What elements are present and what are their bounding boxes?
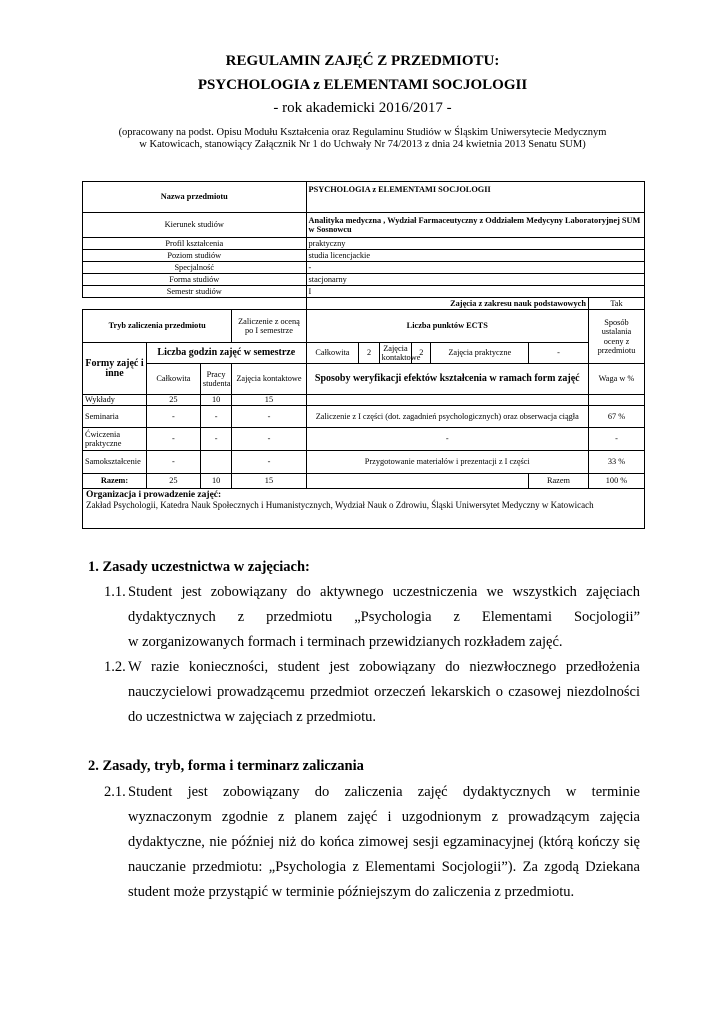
paragraph-1-1 <box>104 580 640 655</box>
section-2-heading: 2. Zasady, tryb, forma i terminarz zaliczania <box>88 758 364 774</box>
organization-label: Organizacja i prowadzenie zajęć: <box>86 490 222 500</box>
paragraph-text: student może przystąpić w terminie późniejszym do zaliczenia z przedmiotu. <box>128 884 575 900</box>
specialty-label: Specjalność <box>83 262 307 274</box>
verification-method: Zaliczenie z I części (dot. zagadnień psychologicznych) oraz obserwacja ciągła <box>306 406 588 428</box>
basic-sciences-label: Zajęcia z zakresu nauk podstawowych <box>306 298 588 310</box>
hours-total: - <box>147 406 201 428</box>
total-label: Razem: <box>83 474 147 489</box>
form-name: Samokształcenie <box>83 451 147 474</box>
weight-header: Waga w % <box>588 364 644 395</box>
ects-contact-value: 2 <box>412 343 431 364</box>
form-name: Wykłady <box>83 395 147 406</box>
paragraph-text: w zorganizowanych formach i terminach przewidzianych rozkładem zajęć. <box>128 634 563 650</box>
forms-label: Formy zajęć i inne <box>83 343 147 395</box>
ects-practical-label: Zajęcia praktyczne <box>431 343 529 364</box>
field-of-study-value: Analityka medyczna , Wydział Farmaceutyczny z Oddziałem Medycyny Laboratoryjnej SUM w Sosnowcu <box>306 213 644 238</box>
form-name: Ćwiczenia praktyczne <box>83 428 147 451</box>
section-1-heading: 1. Zasady uczestnictwa w zajęciach: <box>88 559 310 575</box>
table-row <box>83 406 645 428</box>
weight-value: 33 % <box>588 451 644 474</box>
organization-cell <box>83 489 645 529</box>
ects-label: Liczba punktów ECTS <box>306 310 588 343</box>
semester-value: I <box>306 286 644 298</box>
table-row <box>83 395 645 406</box>
weight-value: 67 % <box>588 406 644 428</box>
verification-method: - <box>306 428 588 451</box>
grading-method-label: Sposób ustalania oceny z przedmiotu <box>588 310 644 364</box>
course-name-label: Nazwa przedmiotu <box>83 182 307 213</box>
study-form-value: stacjonarny <box>306 274 644 286</box>
hours-total: 25 <box>147 395 201 406</box>
module-table <box>82 181 645 529</box>
total-student-work: 10 <box>200 474 232 489</box>
hours-total: - <box>147 428 201 451</box>
hours-contact: - <box>232 451 306 474</box>
hours-student-work: 10 <box>200 395 232 406</box>
paragraph-text: dydaktyczne, nie później niż do końca zimowej sesji egzaminacyjnej (którą kończy się <box>128 834 640 850</box>
academic-year: - rok akademicki 2016/2017 - <box>273 100 452 116</box>
ects-practical-value: - <box>529 343 589 364</box>
paragraph-1-2 <box>104 655 640 730</box>
source-note-line: w Katowicach, stanowiący Załącznik Nr 1 do Uchwały Nr 74/2013 z dnia 24 kwietnia 2013 Senatu SUM) <box>139 139 586 150</box>
source-note-line: (opracowany na podst. Opisu Modułu Kształcenia oraz Regulaminu Studiów w Śląskim Uniwersytecie Medycznym <box>118 127 607 138</box>
hours-contact: - <box>232 406 306 428</box>
document-title: REGULAMIN ZAJĘĆ Z PRZEDMIOTU: <box>225 53 500 69</box>
level-value: studia licencjackie <box>306 250 644 262</box>
hours-contact: - <box>232 428 306 451</box>
paragraph-number: 1.1. <box>104 584 126 600</box>
paragraph-text: dydaktycznych z przedmiotu „Psychologia z Elementami Socjologii” <box>128 609 640 625</box>
semester-label: Semestr studiów <box>83 286 307 298</box>
verification-method: Przygotowanie materiałów i prezentacji z I części <box>306 451 588 474</box>
table-row <box>83 451 645 474</box>
paragraph-2-1 <box>104 780 640 905</box>
ects-total-value: 2 <box>359 343 379 364</box>
total-weight: 100 % <box>588 474 644 489</box>
col-total-header: Całkowita <box>147 364 201 395</box>
assessment-mode-label: Tryb zaliczenia przedmiotu <box>83 310 232 343</box>
paragraph-text: Student jest zobowiązany do zaliczenia zajęć dydaktycznych w terminie <box>128 784 640 800</box>
paragraph-text: Student jest zobowiązany do aktywnego uczestniczenia we wszystkich zajęciach <box>128 584 640 600</box>
specialty-value: - <box>306 262 644 274</box>
paragraph-number: 1.2. <box>104 659 126 675</box>
course-name-value: PSYCHOLOGIA z ELEMENTAMI SOCJOLOGII <box>306 182 644 213</box>
weight-value <box>588 395 644 406</box>
verification-method <box>306 395 588 406</box>
hours-student-work: - <box>200 406 232 428</box>
source-note <box>40 127 685 151</box>
ects-contact-label: Zajęcia kontaktowe <box>379 343 412 364</box>
basic-sciences-value: Tak <box>588 298 644 310</box>
profile-value: praktyczny <box>306 238 644 250</box>
table-row <box>83 428 645 451</box>
hours-total: - <box>147 451 201 474</box>
paragraph-text: wyznaczonym zgodnie z planem zajęć i uzgodnionym z prowadzącym zajęcia <box>128 809 640 825</box>
ects-total-label: Całkowita <box>306 343 359 364</box>
course-title: PSYCHOLOGIA z ELEMENTAMI SOCJOLOGII <box>197 77 528 93</box>
hours-student-work <box>200 451 232 474</box>
field-of-study-label: Kierunek studiów <box>83 213 307 238</box>
weight-value: - <box>588 428 644 451</box>
total-hours: 25 <box>147 474 201 489</box>
hours-label: Liczba godzin zajęć w semestrze <box>147 343 307 364</box>
organization-value: Zakład Psychologii, Katedra Nauk Społecznych i Humanistycznych, Wydział Nauk o Zdrowiu, Śląski Uniwersytet Medyczny w Katowicach <box>86 500 594 511</box>
hours-contact: 15 <box>232 395 306 406</box>
level-label: Poziom studiów <box>83 250 307 262</box>
hours-student-work: - <box>200 428 232 451</box>
col-student-work-header: Pracy studenta <box>200 364 232 395</box>
total-row <box>83 474 645 489</box>
total-label-2: Razem <box>529 474 589 489</box>
paragraph-text: nauczanie przedmiotu: „Psychologia z Elementami Socjologii”). Za zgodą Dziekana <box>128 859 640 875</box>
paragraph-text: nauczycielowi prowadzącemu przedmiot orzeczeń lekarskich o czasowej niezdolności <box>128 684 640 700</box>
study-form-label: Forma studiów <box>83 274 307 286</box>
assessment-mode-value: Zaliczenie z oceną po I semestrze <box>232 310 306 343</box>
total-contact: 15 <box>232 474 306 489</box>
paragraph-text: W razie konieczności, student jest zobowiązany do niezwłocznego przedłożenia <box>128 659 640 675</box>
form-name: Seminaria <box>83 406 147 428</box>
col-contact-header: Zajęcia kontaktowe <box>232 364 306 395</box>
paragraph-text <box>104 605 640 630</box>
profile-label: Profil kształcenia <box>83 238 307 250</box>
paragraph-text: do uczestnictwa w zajęciach z przedmiotu. <box>128 709 376 725</box>
verification-header: Sposoby weryfikacji efektów kształcenia w ramach form zajęć <box>306 364 588 395</box>
paragraph-number: 2.1. <box>104 784 126 800</box>
